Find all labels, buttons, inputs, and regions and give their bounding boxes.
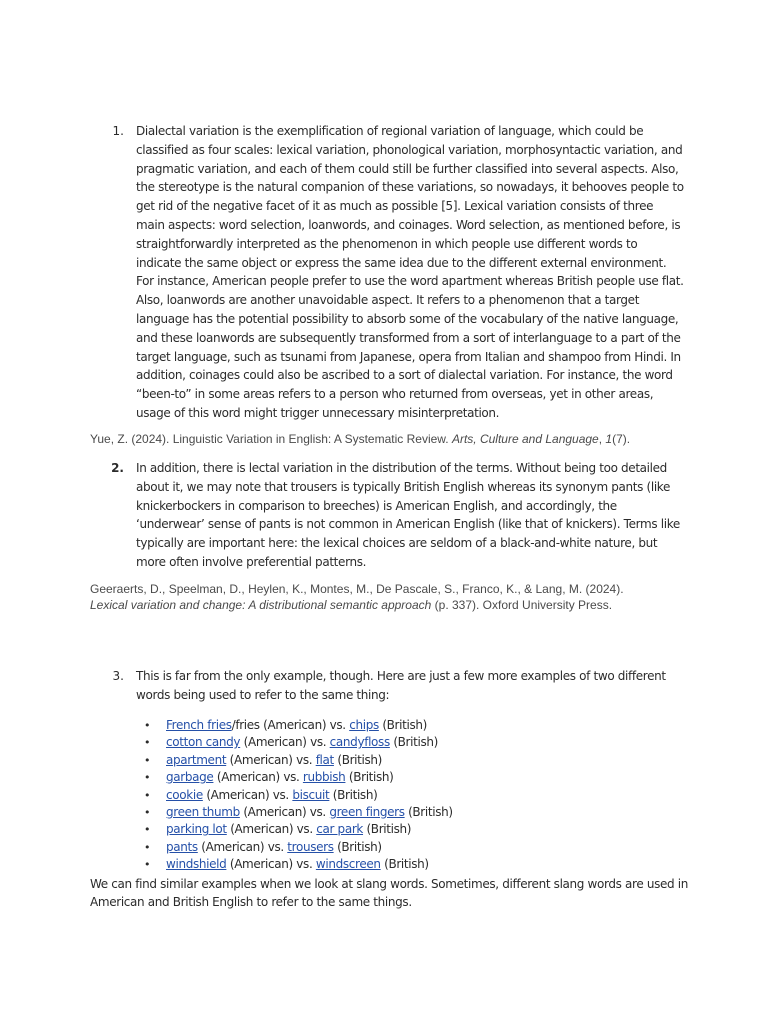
american-label: (American) vs. — [226, 857, 316, 872]
example-list-item — [136, 769, 453, 786]
british-label: (British) — [363, 822, 412, 837]
american-term-link[interactable]: windshield — [166, 857, 227, 872]
british-label: (British) — [380, 857, 429, 872]
british-term-link[interactable]: flat — [315, 752, 334, 767]
british-label: (British) — [329, 787, 378, 802]
bullet-icon: • — [144, 788, 151, 802]
american-term-link[interactable]: cotton candy — [166, 735, 241, 750]
british-term-link[interactable]: green fingers — [329, 804, 405, 819]
american-label: (American) vs. — [226, 752, 316, 767]
example-list-item — [136, 839, 453, 856]
british-label: (British) — [404, 804, 453, 819]
bullet-icon: • — [144, 858, 151, 872]
example-list-item — [136, 717, 453, 734]
item-number: 1. — [112, 124, 124, 138]
item-text: In addition, there is lectal variation in the distribution of the terms. Without being too detailed about it, we may note that trousers is typically British English whereas its synonym pants (like knickerbockers in comparison to breeches) is American English, and accordingly, the ‘underwear’ sense of pants is not common in American English (like that of knickers). Terms like typically are important here: the lexical choices are seldom of a black-and-white nature, but more often involve preferential patterns. — [136, 461, 680, 569]
item-number: 2. — [111, 461, 124, 475]
british-term-link[interactable]: windscreen — [315, 857, 381, 872]
citation-book-title: Lexical variation and change: A distributional semantic approach — [90, 598, 432, 613]
example-list-item — [136, 804, 453, 821]
item-text: Dialectal variation is the exemplification of regional variation of language, which could be classified as four scales: lexical variation, phonological variation, morphosyntactic variation, and pragmatic variation, and each of them could still be further classified into several aspects. Also, the stereotype is the natural companion of these variations, so nowadays, it behooves people to get rid of the negative facet of it as much as possible [5]. Lexical variation consists of three main aspects: word selection, loanwords, and coinages. Word selection, as mentioned before, is straightforwardly interpreted as the phenomenon in which people use different words to indicate the same object or express the same idea due to the different external environment. For instance, American people prefer to use the word apartment whereas British people use flat. Also, loanwords are another unavoidable aspect. It refers to a phenomenon that a target language has the potential possibility to absorb some of the vocabulary of the native language, and these loanwords are subsequently transformed from a sort of interlanguage to a part of the target language, such as tsunami from Japanese, opera from Italian and shampoo from Hindi. In addition, coinages could also be ascribed to a sort of dialectal variation. For instance, the word “been-to” in some areas refers to a person who returned from overseas, yet in other areas, usage of this word might trigger unnecessary misinterpretation. — [136, 124, 684, 420]
british-label: (British) — [345, 770, 394, 785]
british-label: (British) — [333, 839, 382, 854]
american-label: (American) vs. — [213, 770, 303, 785]
american-label: (American) vs. — [239, 804, 330, 819]
bullet-icon: • — [144, 840, 151, 854]
british-term-link[interactable]: trousers — [287, 839, 334, 854]
example-list-item — [136, 821, 453, 838]
citation-publisher: (p. 337). Oxford University Press. — [431, 598, 613, 613]
bullet-icon: • — [144, 805, 151, 819]
american-term-link[interactable]: green thumb — [166, 804, 240, 819]
american-term-link[interactable]: cookie — [166, 787, 203, 802]
american-label: (American) vs. — [240, 735, 330, 750]
citation-geeraerts — [90, 581, 650, 613]
bullet-icon: • — [144, 736, 151, 750]
american-term-link[interactable]: apartment — [166, 752, 227, 767]
british-term-link[interactable]: chips — [349, 718, 379, 732]
citation-text: Geeraerts, D., Speelman, D., Heylen, K., Montes, M., De Pascale, S., Franco, K., & Lang, M. (2024). — [90, 582, 624, 596]
bullet-icon: • — [144, 719, 151, 732]
bullet-icon: • — [144, 753, 151, 767]
british-label: (British) — [333, 752, 382, 767]
example-list-item — [136, 787, 453, 804]
british-term-link[interactable]: rubbish — [302, 770, 346, 785]
bullet-icon: • — [144, 771, 151, 785]
british-label: (British) — [378, 718, 427, 732]
item-number: 3. — [112, 669, 124, 683]
american-label: (American) vs. — [226, 822, 317, 837]
american-term-variant: /fries — [231, 718, 260, 732]
american-term-link[interactable]: French fries — [166, 718, 232, 732]
citation-volume: 1 — [605, 432, 613, 446]
british-term-link[interactable]: candyfloss — [329, 735, 390, 750]
american-label: (American) vs. — [202, 787, 293, 802]
british-term-link[interactable]: car park — [316, 822, 364, 837]
examples-list — [136, 717, 453, 874]
citation-text: Yue, Z. (2024). Linguistic Variation in English: A Systematic Review. — [90, 432, 452, 446]
citation-journal: Arts, Culture and Language — [451, 432, 599, 446]
american-label: (American) vs. — [259, 718, 350, 732]
american-label: (American) vs. — [197, 839, 288, 854]
closing-paragraph: We can find similar examples when we look at slang words. Sometimes, different slang words are used in American and British English to refer to the same things. — [90, 877, 688, 910]
citation-yue — [90, 431, 690, 447]
citation-issue: (7). — [612, 432, 631, 446]
example-list-item — [136, 734, 453, 751]
british-term-link[interactable]: biscuit — [292, 787, 330, 802]
american-term-link[interactable]: garbage — [166, 770, 214, 785]
citation-sep: , — [598, 432, 606, 446]
american-term-link[interactable]: pants — [166, 839, 198, 854]
item-text: This is far from the only example, though. Here are just a few more examples of two different words being used to refer to the same thing: — [136, 669, 666, 702]
example-list-item — [136, 752, 453, 769]
american-term-link[interactable]: parking lot — [166, 822, 227, 837]
bullet-icon: • — [144, 823, 151, 837]
example-list-item — [136, 856, 453, 873]
british-label: (British) — [389, 735, 438, 750]
